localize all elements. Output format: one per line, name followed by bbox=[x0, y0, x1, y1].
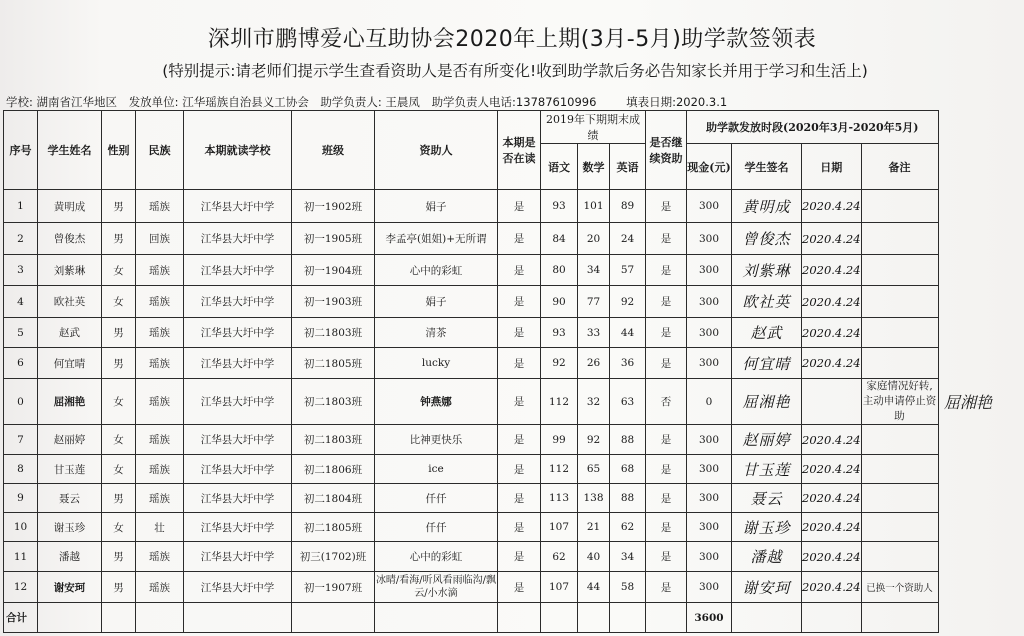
cell-math: 26 bbox=[578, 348, 610, 379]
cell-gender: 女 bbox=[102, 425, 136, 455]
cell-cash: 300 bbox=[687, 484, 732, 513]
cell-english: 44 bbox=[610, 318, 646, 348]
cell-school: 江华县大圩中学 bbox=[184, 484, 292, 513]
header-sponsor: 资助人 bbox=[375, 111, 498, 190]
cell-cash: 300 bbox=[687, 318, 732, 348]
cell-cash: 300 bbox=[687, 542, 732, 572]
table-row bbox=[4, 348, 939, 379]
cell-ethnicity: 壮 bbox=[136, 513, 184, 542]
cell-name: 黄明成 bbox=[38, 190, 102, 223]
table-row bbox=[4, 190, 939, 223]
cell-signature: 聂云 bbox=[732, 484, 802, 513]
cell-continue: 是 bbox=[646, 255, 687, 286]
cell-english: 92 bbox=[610, 286, 646, 318]
cell-cash: 300 bbox=[687, 425, 732, 455]
cell-signature: 谢安珂 bbox=[732, 572, 802, 603]
cell-remarks bbox=[861, 190, 938, 223]
cell-gender: 男 bbox=[102, 572, 136, 603]
cell-gender: 男 bbox=[102, 542, 136, 572]
cell-math: 138 bbox=[578, 484, 610, 513]
cell-class: 初一1902班 bbox=[292, 190, 375, 223]
cell-signature: 潘越 bbox=[732, 542, 802, 572]
cell-chinese: 80 bbox=[541, 255, 578, 286]
cell-school: 江华县大圩中学 bbox=[184, 542, 292, 572]
cell-date: 2020.4.24 bbox=[802, 542, 862, 572]
cell-ethnicity: 瑶族 bbox=[136, 286, 184, 318]
meta-school: 学校: 湖南省江华地区 bbox=[6, 95, 118, 109]
cell-ethnicity: 瑶族 bbox=[136, 455, 184, 484]
cell-sponsor: 娟子 bbox=[375, 286, 498, 318]
cell-ethnicity: 瑶族 bbox=[136, 348, 184, 379]
cell-class: 初二1803班 bbox=[292, 318, 375, 348]
cell-remarks bbox=[861, 348, 938, 379]
cell-remarks bbox=[861, 425, 938, 455]
cell-continue: 是 bbox=[646, 286, 687, 318]
document-meta bbox=[6, 94, 735, 110]
cell-enrolled: 是 bbox=[498, 348, 541, 379]
cell-cash: 300 bbox=[687, 455, 732, 484]
cell-school: 江华县大圩中学 bbox=[184, 379, 292, 425]
cell-gender: 男 bbox=[102, 348, 136, 379]
meta-phone: 助学负责人电话:13787610996 bbox=[431, 95, 597, 109]
cell-sponsor: 仟仟 bbox=[375, 484, 498, 513]
cell-school: 江华县大圩中学 bbox=[184, 572, 292, 603]
cell-seq: 0 bbox=[4, 379, 38, 425]
cell-date: 2020.4.24 bbox=[802, 572, 862, 603]
cell-gender: 男 bbox=[102, 318, 136, 348]
cell-name: 谢安珂 bbox=[38, 572, 102, 603]
cell-class: 初一1903班 bbox=[292, 286, 375, 318]
cell-sponsor: 清茶 bbox=[375, 318, 498, 348]
cell-gender: 女 bbox=[102, 255, 136, 286]
cell-seq: 11 bbox=[4, 542, 38, 572]
cell-school: 江华县大圩中学 bbox=[184, 286, 292, 318]
cell-sponsor: ice bbox=[375, 455, 498, 484]
cell-remarks bbox=[861, 455, 938, 484]
cell-english: 88 bbox=[610, 425, 646, 455]
cell-remarks: 已换一个资助人 bbox=[861, 572, 938, 603]
cell-name: 聂云 bbox=[38, 484, 102, 513]
cell-name: 赵武 bbox=[38, 318, 102, 348]
meta-fill-date: 填表日期:2020.3.1 bbox=[626, 95, 728, 109]
cell-date: 2020.4.24 bbox=[802, 318, 862, 348]
document-title: 深圳市鹏博爱心互助协会2020年上期(3月-5月)助学款签领表 bbox=[207, 27, 817, 52]
cell-enrolled: 是 bbox=[498, 542, 541, 572]
cell-gender: 女 bbox=[102, 286, 136, 318]
meta-manager: 助学负责人: 王晨凤 bbox=[320, 95, 420, 109]
header-ethnicity: 民族 bbox=[136, 111, 184, 190]
cell-name: 潘越 bbox=[38, 542, 102, 572]
cell-school: 江华县大圩中学 bbox=[184, 348, 292, 379]
cell-english: 62 bbox=[610, 513, 646, 542]
header-school: 本期就读学校 bbox=[184, 111, 292, 190]
cell-english: 36 bbox=[610, 348, 646, 379]
header-seq: 序号 bbox=[4, 111, 38, 190]
cell-continue: 是 bbox=[646, 223, 687, 255]
cell-date: 2020.4.24 bbox=[802, 190, 862, 223]
cell-remarks bbox=[861, 223, 938, 255]
cell-ethnicity: 瑶族 bbox=[136, 542, 184, 572]
cell-english: 57 bbox=[610, 255, 646, 286]
cell-class: 初一1905班 bbox=[292, 223, 375, 255]
cell-name: 屈湘艳 bbox=[38, 379, 102, 425]
cell-signature: 甘玉莲 bbox=[732, 455, 802, 484]
header-remarks: 备注 bbox=[861, 144, 938, 190]
cell-gender: 女 bbox=[102, 379, 136, 425]
cell-chinese: 93 bbox=[541, 318, 578, 348]
cell-ethnicity: 瑶族 bbox=[136, 318, 184, 348]
table-row bbox=[4, 286, 939, 318]
total-cash: 3600 bbox=[687, 603, 732, 633]
header-payment-group: 助学款发放时段(2020年3月-2020年5月) bbox=[687, 111, 939, 144]
cell-math: 92 bbox=[578, 425, 610, 455]
cell-enrolled: 是 bbox=[498, 484, 541, 513]
cell-english: 58 bbox=[610, 572, 646, 603]
table-row bbox=[4, 318, 939, 348]
cell-ethnicity: 瑶族 bbox=[136, 379, 184, 425]
cell-school: 江华县大圩中学 bbox=[184, 223, 292, 255]
cell-seq: 12 bbox=[4, 572, 38, 603]
cell-english: 89 bbox=[610, 190, 646, 223]
cell-chinese: 93 bbox=[541, 190, 578, 223]
header-date: 日期 bbox=[802, 144, 862, 190]
cell-cash: 300 bbox=[687, 286, 732, 318]
cell-continue: 是 bbox=[646, 348, 687, 379]
cell-math: 32 bbox=[578, 379, 610, 425]
cell-cash: 0 bbox=[687, 379, 732, 425]
cell-ethnicity: 瑶族 bbox=[136, 572, 184, 603]
cell-chinese: 112 bbox=[541, 455, 578, 484]
cell-name: 谢玉珍 bbox=[38, 513, 102, 542]
header-continue: 是否继续资助 bbox=[646, 111, 687, 190]
cell-continue: 是 bbox=[646, 190, 687, 223]
cell-ethnicity: 回族 bbox=[136, 223, 184, 255]
cell-seq: 9 bbox=[4, 484, 38, 513]
cell-name: 甘玉莲 bbox=[38, 455, 102, 484]
cell-school: 江华县大圩中学 bbox=[184, 513, 292, 542]
cell-class: 初二1805班 bbox=[292, 348, 375, 379]
cell-enrolled: 是 bbox=[498, 318, 541, 348]
cell-date: 2020.4.24 bbox=[802, 513, 862, 542]
cell-seq: 7 bbox=[4, 425, 38, 455]
cell-ethnicity: 瑶族 bbox=[136, 484, 184, 513]
cell-ethnicity: 瑶族 bbox=[136, 255, 184, 286]
cell-class: 初二1803班 bbox=[292, 379, 375, 425]
cell-cash: 300 bbox=[687, 572, 732, 603]
cell-ethnicity: 瑶族 bbox=[136, 190, 184, 223]
cell-signature: 赵丽婷 bbox=[732, 425, 802, 455]
cell-sponsor: 冰晴/看海/听风看雨临沟/飘云/小水滴 bbox=[375, 572, 498, 603]
cell-remarks bbox=[861, 484, 938, 513]
cell-date: 2020.4.24 bbox=[802, 348, 862, 379]
cell-signature: 赵武 bbox=[732, 318, 802, 348]
table-row bbox=[4, 379, 939, 425]
meta-issuer: 发放单位: 江华瑶族自治县义工协会 bbox=[128, 95, 309, 109]
cell-date bbox=[802, 379, 862, 425]
cell-date: 2020.4.24 bbox=[802, 484, 862, 513]
table-row bbox=[4, 542, 939, 572]
cell-date: 2020.4.24 bbox=[802, 255, 862, 286]
cell-continue: 是 bbox=[646, 484, 687, 513]
cell-english: 24 bbox=[610, 223, 646, 255]
cell-signature: 屈湘艳 bbox=[732, 379, 802, 425]
cell-ethnicity: 瑶族 bbox=[136, 425, 184, 455]
cell-signature: 刘紫琳 bbox=[732, 255, 802, 286]
cell-cash: 300 bbox=[687, 190, 732, 223]
cell-chinese: 113 bbox=[541, 484, 578, 513]
cell-chinese: 92 bbox=[541, 348, 578, 379]
cell-math: 77 bbox=[578, 286, 610, 318]
cell-seq: 6 bbox=[4, 348, 38, 379]
cell-cash: 300 bbox=[687, 348, 732, 379]
table-row bbox=[4, 484, 939, 513]
cell-math: 44 bbox=[578, 572, 610, 603]
cell-enrolled: 是 bbox=[498, 190, 541, 223]
cell-seq: 5 bbox=[4, 318, 38, 348]
cell-seq: 2 bbox=[4, 223, 38, 255]
cell-seq: 1 bbox=[4, 190, 38, 223]
header-signature: 学生签名 bbox=[732, 144, 802, 190]
total-row bbox=[4, 603, 939, 633]
cell-english: 88 bbox=[610, 484, 646, 513]
cell-continue: 是 bbox=[646, 425, 687, 455]
cell-date: 2020.4.24 bbox=[802, 425, 862, 455]
cell-english: 63 bbox=[610, 379, 646, 425]
cell-enrolled: 是 bbox=[498, 223, 541, 255]
cell-school: 江华县大圩中学 bbox=[184, 318, 292, 348]
cell-sponsor: 娟子 bbox=[375, 190, 498, 223]
cell-cash: 300 bbox=[687, 255, 732, 286]
cell-signature: 谢玉珍 bbox=[732, 513, 802, 542]
cell-continue: 是 bbox=[646, 455, 687, 484]
cell-class: 初三(1702)班 bbox=[292, 542, 375, 572]
cell-sponsor: 钟燕娜 bbox=[375, 379, 498, 425]
cell-class: 初二1804班 bbox=[292, 484, 375, 513]
cell-remarks bbox=[861, 286, 938, 318]
cell-name: 刘紫琳 bbox=[38, 255, 102, 286]
cell-sponsor: 比神更快乐 bbox=[375, 425, 498, 455]
cell-math: 21 bbox=[578, 513, 610, 542]
cell-enrolled: 是 bbox=[498, 513, 541, 542]
cell-seq: 8 bbox=[4, 455, 38, 484]
cell-class: 初一1904班 bbox=[292, 255, 375, 286]
cell-signature: 何宜晴 bbox=[732, 348, 802, 379]
cell-school: 江华县大圩中学 bbox=[184, 425, 292, 455]
cell-chinese: 107 bbox=[541, 572, 578, 603]
cell-math: 65 bbox=[578, 455, 610, 484]
total-label: 合计 bbox=[4, 603, 38, 633]
table-row bbox=[4, 255, 939, 286]
margin-signature: 屈湘艳 bbox=[944, 393, 993, 412]
special-notice: (特别提示:请老师们提示学生查看资助人是否有所变化!收到助学款后务必告知家长并用于学习和生活上) bbox=[162, 62, 868, 80]
header-class: 班级 bbox=[292, 111, 375, 190]
table-row bbox=[4, 572, 939, 603]
cell-date: 2020.4.24 bbox=[802, 286, 862, 318]
cell-remarks bbox=[861, 542, 938, 572]
cell-sponsor: 李孟亭(姐姐)+无所谓 bbox=[375, 223, 498, 255]
cell-name: 曾俊杰 bbox=[38, 223, 102, 255]
header-chinese: 语文 bbox=[541, 144, 578, 190]
cell-gender: 男 bbox=[102, 223, 136, 255]
cell-chinese: 90 bbox=[541, 286, 578, 318]
cell-remarks bbox=[861, 318, 938, 348]
cell-chinese: 112 bbox=[541, 379, 578, 425]
cell-chinese: 84 bbox=[541, 223, 578, 255]
cell-remarks bbox=[861, 513, 938, 542]
cell-school: 江华县大圩中学 bbox=[184, 190, 292, 223]
cell-class: 初一1907班 bbox=[292, 572, 375, 603]
cell-cash: 300 bbox=[687, 513, 732, 542]
cell-name: 赵丽婷 bbox=[38, 425, 102, 455]
table-row bbox=[4, 223, 939, 255]
cell-chinese: 107 bbox=[541, 513, 578, 542]
cell-signature: 曾俊杰 bbox=[732, 223, 802, 255]
cell-gender: 男 bbox=[102, 190, 136, 223]
cell-class: 初二1806班 bbox=[292, 455, 375, 484]
cell-continue: 是 bbox=[646, 572, 687, 603]
header-name: 学生姓名 bbox=[38, 111, 102, 190]
cell-enrolled: 是 bbox=[498, 286, 541, 318]
cell-seq: 3 bbox=[4, 255, 38, 286]
cell-math: 101 bbox=[578, 190, 610, 223]
cell-remarks bbox=[861, 255, 938, 286]
cell-school: 江华县大圩中学 bbox=[184, 455, 292, 484]
cell-date: 2020.4.24 bbox=[802, 223, 862, 255]
cell-name: 欧社英 bbox=[38, 286, 102, 318]
aid-sign-table bbox=[3, 110, 939, 633]
cell-cash: 300 bbox=[687, 223, 732, 255]
cell-gender: 女 bbox=[102, 513, 136, 542]
cell-english: 68 bbox=[610, 455, 646, 484]
header-grades-group: 2019年下期期末成绩 bbox=[541, 111, 646, 144]
cell-continue: 是 bbox=[646, 318, 687, 348]
cell-enrolled: 是 bbox=[498, 455, 541, 484]
table-row bbox=[4, 455, 939, 484]
cell-seq: 4 bbox=[4, 286, 38, 318]
cell-math: 34 bbox=[578, 255, 610, 286]
cell-chinese: 99 bbox=[541, 425, 578, 455]
cell-school: 江华县大圩中学 bbox=[184, 255, 292, 286]
cell-seq: 10 bbox=[4, 513, 38, 542]
header-gender: 性别 bbox=[102, 111, 136, 190]
cell-gender: 女 bbox=[102, 455, 136, 484]
cell-date: 2020.4.24 bbox=[802, 455, 862, 484]
cell-continue: 是 bbox=[646, 542, 687, 572]
cell-math: 33 bbox=[578, 318, 610, 348]
cell-class: 初二1805班 bbox=[292, 513, 375, 542]
cell-signature: 黄明成 bbox=[732, 190, 802, 223]
cell-sponsor: 仟仟 bbox=[375, 513, 498, 542]
cell-gender: 男 bbox=[102, 484, 136, 513]
cell-math: 40 bbox=[578, 542, 610, 572]
cell-math: 20 bbox=[578, 223, 610, 255]
cell-enrolled: 是 bbox=[498, 379, 541, 425]
cell-english: 34 bbox=[610, 542, 646, 572]
cell-enrolled: 是 bbox=[498, 572, 541, 603]
cell-signature: 欧社英 bbox=[732, 286, 802, 318]
table-row bbox=[4, 513, 939, 542]
table-row bbox=[4, 425, 939, 455]
cell-name: 何宜晴 bbox=[38, 348, 102, 379]
cell-sponsor: 心中的彩虹 bbox=[375, 542, 498, 572]
cell-continue: 是 bbox=[646, 513, 687, 542]
cell-sponsor: lucky bbox=[375, 348, 498, 379]
cell-enrolled: 是 bbox=[498, 425, 541, 455]
cell-continue: 否 bbox=[646, 379, 687, 425]
cell-remarks: 家庭情况好转,主动申请停止资助 bbox=[861, 379, 938, 425]
cell-chinese: 62 bbox=[541, 542, 578, 572]
cell-enrolled: 是 bbox=[498, 255, 541, 286]
cell-sponsor: 心中的彩虹 bbox=[375, 255, 498, 286]
header-math: 数学 bbox=[578, 144, 610, 190]
cell-class: 初二1803班 bbox=[292, 425, 375, 455]
header-english: 英语 bbox=[610, 144, 646, 190]
header-enrolled: 本期是否在读 bbox=[498, 111, 541, 190]
header-cash: 现金(元) bbox=[687, 144, 732, 190]
